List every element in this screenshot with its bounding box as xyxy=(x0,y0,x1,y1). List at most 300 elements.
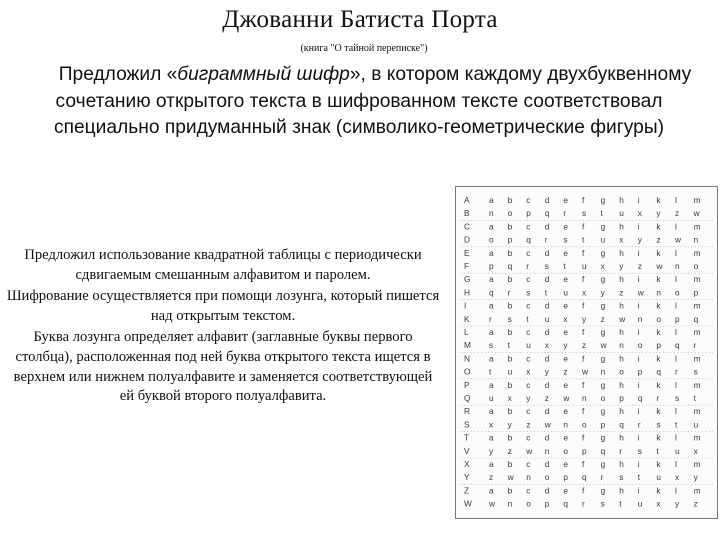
table-cell-letter: t xyxy=(656,445,659,456)
table-cell-letter: x xyxy=(637,208,642,219)
table-cell-letter: w xyxy=(526,445,533,456)
table-cell-letter: x xyxy=(507,393,512,403)
table-cell-letter: b xyxy=(507,459,513,469)
table-cell-letter: h xyxy=(619,406,624,417)
table-cell-letter: l xyxy=(675,432,677,443)
table-cell-letter: i xyxy=(637,406,640,417)
table-cell-letter: u xyxy=(600,234,606,245)
table-cell-letter: s xyxy=(656,419,661,430)
table-cell-letter: w xyxy=(563,393,570,403)
table-cell-letter: r xyxy=(507,287,511,298)
table-cell-letter: n xyxy=(619,340,624,351)
table-cell-letter: r xyxy=(600,472,604,483)
table-cell-letter: u xyxy=(489,393,494,403)
table-cell-letter: q xyxy=(619,419,624,430)
table-cell-letter: d xyxy=(544,379,550,390)
table-cell-letter: w xyxy=(582,366,588,377)
table-cell-letter: e xyxy=(563,459,569,469)
table-cell-letter: u xyxy=(656,472,662,483)
table-cell-letter: c xyxy=(526,300,531,311)
table-cell-letter: b xyxy=(507,353,513,364)
table-cell-letter: o xyxy=(693,261,699,271)
table-cell-letter: k xyxy=(656,432,661,443)
table-cell-letter: r xyxy=(656,393,660,403)
table-cell-letter: f xyxy=(582,485,585,496)
table-cell-letter: m xyxy=(693,195,701,205)
table-cell-letter: d xyxy=(544,300,550,311)
table-cell-letter: z xyxy=(693,498,698,509)
table-cell-letter: h xyxy=(619,432,624,443)
table-cell-letter: f xyxy=(582,195,585,205)
table-cell-letter: n xyxy=(563,419,569,430)
table-cell-letter: w xyxy=(489,498,495,509)
table-cell-letter: l xyxy=(675,300,677,311)
table-cell-letter: k xyxy=(656,353,661,364)
table-cell-letter: q xyxy=(675,340,680,351)
table-cell-letter: x xyxy=(563,313,568,324)
table-cell-letter: b xyxy=(507,300,513,311)
table-cell-letter: f xyxy=(582,274,585,285)
table-cell-letter: k xyxy=(656,459,661,469)
table-cell-letter: x xyxy=(693,445,698,456)
table-cell-letter: f xyxy=(582,459,585,469)
table-cell-letter: f xyxy=(582,379,585,390)
table-cell-letter: w xyxy=(544,419,551,430)
table-cell-letter: s xyxy=(693,366,698,377)
table-cell-letter: a xyxy=(489,247,494,258)
table-cell-letter: n xyxy=(544,445,550,456)
table-cell-letter: q xyxy=(526,234,531,245)
intro-paragraph xyxy=(6,62,712,142)
table-cell-letter: w xyxy=(619,313,626,324)
description-paragraph: Шифрование осуществляется при помощи лозунга, который пишется над открытым текстом. xyxy=(6,288,440,324)
table-cell-letter: q xyxy=(582,472,587,483)
table-key-letter: L xyxy=(464,327,469,337)
table-cell-letter: f xyxy=(582,406,585,417)
table-cell-letter: t xyxy=(489,366,492,377)
table-cell-letter: u xyxy=(544,313,550,324)
table-cell-letter: l xyxy=(675,406,677,417)
table-cell-letter: l xyxy=(675,221,677,232)
table-cell-letter: y xyxy=(637,234,642,245)
intro-text-end: », в котором каждому двухбуквенному сочетанию открытого текста в шифрованном тексте соответствовал специально придуманный знак (символико-геометрические фигуры) xyxy=(54,64,692,138)
table-cell-letter: a xyxy=(489,379,494,390)
table-cell-letter: k xyxy=(656,406,661,417)
table-cell-letter: e xyxy=(563,327,569,337)
table-key-letter: D xyxy=(464,234,470,245)
table-cell-letter: e xyxy=(563,274,569,285)
table-cell-letter: f xyxy=(582,221,585,232)
table-cell-letter: p xyxy=(582,445,587,456)
table-cell-letter: e xyxy=(563,221,569,232)
table-cell-letter: d xyxy=(544,195,550,205)
table-cell-letter: q xyxy=(637,393,643,403)
table-cell-letter: n xyxy=(489,208,494,219)
table-cell-letter: i xyxy=(637,195,640,205)
table-cell-letter: x xyxy=(582,287,587,298)
table-cell-letter: i xyxy=(637,247,640,258)
table-cell-letter: s xyxy=(637,445,642,456)
table-cell-letter: r xyxy=(544,234,548,245)
table-cell-letter: z xyxy=(619,287,624,298)
table-cell-letter: s xyxy=(489,340,494,351)
table-cell-letter: d xyxy=(544,327,550,337)
table-key-letter: X xyxy=(464,459,470,469)
table-cell-letter: g xyxy=(600,274,606,285)
table-key-letter: N xyxy=(464,353,470,364)
table-cell-letter: q xyxy=(693,313,699,324)
table-cell-letter: k xyxy=(656,379,661,390)
table-cell-letter: k xyxy=(656,195,661,205)
table-cell-letter: q xyxy=(563,498,569,509)
table-cell-letter: h xyxy=(619,485,624,496)
table-cell-letter: u xyxy=(507,366,513,377)
table-cell-letter: p xyxy=(544,498,550,509)
table-cell-letter: b xyxy=(507,274,513,285)
table-cell-letter: x xyxy=(656,498,661,509)
table-key-letter: W xyxy=(464,498,472,509)
table-cell-letter: h xyxy=(619,379,624,390)
porta-cipher-table xyxy=(455,186,718,519)
table-cell-letter: t xyxy=(526,313,529,324)
table-cell-letter: k xyxy=(656,247,661,258)
table-cell-letter: i xyxy=(637,485,640,496)
table-cell-letter: r xyxy=(582,498,585,509)
table-cell-letter: s xyxy=(544,261,549,271)
table-cell-letter: e xyxy=(563,353,569,364)
table-cell-letter: c xyxy=(526,432,531,443)
table-cell-letter: g xyxy=(600,406,606,417)
table-cell-letter: c xyxy=(526,485,531,496)
table-cell-letter: a xyxy=(489,459,494,469)
table-cell-letter: b xyxy=(507,327,513,337)
table-cell-letter: p xyxy=(526,208,531,219)
table-cell-letter: n xyxy=(656,287,662,298)
table-key-letter: C xyxy=(464,221,470,232)
table-cell-letter: l xyxy=(675,459,677,469)
table-cell-letter: m xyxy=(693,327,701,337)
table-cell-letter: q xyxy=(600,445,606,456)
table-cell-letter: k xyxy=(656,327,661,337)
table-cell-letter: g xyxy=(600,221,606,232)
table-cell-letter: y xyxy=(656,208,661,219)
table-cell-letter: k xyxy=(656,274,661,285)
table-cell-letter: m xyxy=(693,432,701,443)
table-cell-letter: r xyxy=(489,313,492,324)
table-cell-letter: u xyxy=(526,340,531,351)
table-cell-letter: g xyxy=(600,379,606,390)
table-cell-letter: o xyxy=(656,313,662,324)
table-cell-letter: a xyxy=(489,195,494,205)
table-cell-letter: c xyxy=(526,353,531,364)
table-cell-letter: b xyxy=(507,485,513,496)
table-cell-letter: o xyxy=(600,393,606,403)
table-key-letter: K xyxy=(464,313,470,324)
table-cell-letter: c xyxy=(526,379,531,390)
table-cell-letter: z xyxy=(656,234,661,245)
table-cell-letter: w xyxy=(675,234,681,245)
table-cell-letter: y xyxy=(675,498,680,509)
table-cell-letter: a xyxy=(489,353,494,364)
table-cell-letter: i xyxy=(637,379,640,390)
table-cell-letter: a xyxy=(489,406,494,417)
table-cell-letter: r xyxy=(637,419,641,430)
table-cell-letter: y xyxy=(619,261,624,271)
table-cell-letter: o xyxy=(582,419,587,430)
table-cell-letter: d xyxy=(544,406,550,417)
table-cell-letter: e xyxy=(563,300,569,311)
table-cell-letter: s xyxy=(563,234,568,245)
table-cell-letter: p xyxy=(656,340,662,351)
table-key-letter: B xyxy=(464,208,470,219)
table-cell-letter: e xyxy=(563,406,569,417)
table-cell-letter: z xyxy=(600,313,605,324)
intro-text-start: Предложил « xyxy=(58,64,178,85)
table-cell-letter: u xyxy=(637,498,643,509)
table-cell-letter: p xyxy=(675,313,680,324)
table-cell-letter: n xyxy=(693,234,699,245)
table-key-letter: F xyxy=(464,261,470,271)
table-cell-letter: o xyxy=(526,498,531,509)
table-cell-letter: c xyxy=(526,274,531,285)
table-cell-letter: b xyxy=(507,221,513,232)
table-cell-letter: o xyxy=(544,472,550,483)
table-cell-letter: k xyxy=(656,300,661,311)
table-key-letter: A xyxy=(464,195,470,205)
slide-subtitle: (книга "О тайной переписке") xyxy=(300,43,428,54)
table-cell-letter: x xyxy=(675,472,680,483)
table-cell-letter: o xyxy=(619,366,624,377)
table-cell-letter: z xyxy=(507,445,512,456)
table-cell-letter: k xyxy=(656,485,661,496)
table-cell-letter: d xyxy=(544,353,550,364)
table-cell-letter: i xyxy=(637,459,640,469)
table-cell-letter: t xyxy=(582,234,585,245)
table-cell-letter: r xyxy=(693,340,697,351)
table-cell-letter: p xyxy=(693,287,699,298)
table-cell-letter: l xyxy=(675,327,677,337)
table-cell-letter: s xyxy=(582,208,587,219)
table-key-letter: H xyxy=(464,287,470,298)
table-cell-letter: g xyxy=(600,353,606,364)
table-cell-letter: x xyxy=(526,366,531,377)
table-cell-letter: c xyxy=(526,406,531,417)
table-cell-letter: o xyxy=(637,340,643,351)
table-cell-letter: b xyxy=(507,379,513,390)
description-paragraph: Предложил использование квадратной таблицы с периодически сдвигаемым смешанным алфавитом и паролем. xyxy=(24,247,422,283)
table-cell-letter: g xyxy=(600,432,606,443)
table-cell-letter: o xyxy=(489,234,494,245)
table-cell-letter: d xyxy=(544,221,550,232)
table-cell-letter: n xyxy=(507,498,513,509)
table-cell-letter: m xyxy=(693,247,701,258)
description-paragraph: Буква лозунга определяет алфавит (заглавные буквы первого столбца), расположенная под ней буква открытого текста ищется в верхнем или нижнем полуалфавите и заменяется соответствующей ей буквой второго полуалфавита. xyxy=(13,329,433,405)
table-cell-letter: t xyxy=(507,340,510,351)
table-cell-letter: w xyxy=(600,340,607,351)
table-key-letter: M xyxy=(464,340,471,351)
table-cell-letter: f xyxy=(582,247,585,258)
table-cell-letter: i xyxy=(637,327,640,337)
table-cell-letter: z xyxy=(675,208,680,219)
table-key-letter: G xyxy=(464,274,471,285)
table-cell-letter: y xyxy=(526,393,531,403)
table-cell-letter: m xyxy=(693,274,701,285)
table-cell-letter: a xyxy=(489,221,494,232)
table-cell-letter: h xyxy=(619,353,624,364)
table-cell-letter: a xyxy=(489,300,494,311)
intro-term-italic: биграммный шифр xyxy=(177,64,350,85)
table-cell-letter: g xyxy=(600,327,606,337)
table-cell-letter: y xyxy=(693,472,698,483)
table-cell-letter: w xyxy=(656,261,663,271)
table-cell-letter: y xyxy=(507,419,512,430)
table-cell-letter: y xyxy=(489,445,494,456)
table-cell-letter: y xyxy=(544,366,549,377)
table-cell-letter: i xyxy=(637,353,640,364)
table-cell-letter: z xyxy=(526,419,531,430)
table-key-letter: S xyxy=(464,419,470,430)
table-cell-letter: r xyxy=(526,261,529,271)
table-key-letter: R xyxy=(464,406,470,417)
table-cell-letter: q xyxy=(656,366,662,377)
table-cell-letter: t xyxy=(637,472,641,483)
table-cell-letter: a xyxy=(489,274,494,285)
table-key-letter: I xyxy=(464,300,467,311)
table-cell-letter: o xyxy=(563,445,569,456)
table-cell-letter: a xyxy=(489,432,494,443)
table-cell-letter: z xyxy=(637,261,642,271)
table-cell-letter: d xyxy=(544,432,550,443)
table-key-letter: Q xyxy=(464,393,471,403)
table-cell-letter: y xyxy=(600,287,605,298)
description-text xyxy=(6,246,440,409)
table-cell-letter: a xyxy=(489,485,494,496)
table-key-letter: V xyxy=(464,445,470,456)
table-cell-letter: e xyxy=(563,247,569,258)
table-cell-letter: h xyxy=(619,195,624,205)
table-cell-letter: g xyxy=(600,459,606,469)
table-cell-letter: c xyxy=(526,247,531,258)
table-cell-letter: c xyxy=(526,327,531,337)
table-cell-letter: m xyxy=(693,485,701,496)
table-cell-letter: n xyxy=(675,261,680,271)
table-cell-letter: q xyxy=(507,261,513,271)
table-cell-letter: p xyxy=(637,366,643,377)
table-cell-letter: t xyxy=(563,261,566,271)
table-cell-letter: g xyxy=(600,485,606,496)
table-key-letter: T xyxy=(464,432,470,443)
table-cell-letter: d xyxy=(544,247,550,258)
table-cell-letter: c xyxy=(526,221,531,232)
table-cell-letter: h xyxy=(619,300,624,311)
table-cell-letter: s xyxy=(675,393,680,403)
table-cell-letter: r xyxy=(563,208,567,219)
table-cell-letter: u xyxy=(693,419,699,430)
table-cell-letter: b xyxy=(507,406,513,417)
table-cell-letter: c xyxy=(526,195,531,205)
table-cell-letter: s xyxy=(619,472,624,483)
table-cell-letter: q xyxy=(489,287,494,298)
table-cell-letter: u xyxy=(582,261,587,271)
table-cell-letter: p xyxy=(619,393,624,403)
table-cell-letter: r xyxy=(619,445,622,456)
table-cell-letter: m xyxy=(693,459,701,469)
table-cell-letter: w xyxy=(637,287,644,298)
table-cell-letter: m xyxy=(693,379,701,390)
table-cell-letter: s xyxy=(600,498,605,509)
table-cell-letter: h xyxy=(619,274,624,285)
table-cell-letter: s xyxy=(507,313,512,324)
table-cell-letter: m xyxy=(693,300,701,311)
table-cell-letter: m xyxy=(693,406,701,417)
table-cell-letter: i xyxy=(637,274,640,285)
table-cell-letter: z xyxy=(563,366,568,377)
table-key-letter: Z xyxy=(464,485,470,496)
table-cell-letter: l xyxy=(675,485,677,496)
table-cell-letter: d xyxy=(544,485,550,496)
table-cell-letter: f xyxy=(582,327,585,337)
table-cell-letter: d xyxy=(544,274,550,285)
table-cell-letter: t xyxy=(675,419,678,430)
table-cell-letter: e xyxy=(563,379,569,390)
table-cell-letter: x xyxy=(544,340,549,351)
table-cell-letter: l xyxy=(675,353,677,364)
table-cell-letter: h xyxy=(619,247,624,258)
table-cell-letter: c xyxy=(526,459,531,469)
table-cell-letter: m xyxy=(693,353,701,364)
table-cell-letter: z xyxy=(489,472,494,483)
table-key-letter: Y xyxy=(464,472,470,483)
table-cell-letter: i xyxy=(637,221,640,232)
table-cell-letter: u xyxy=(619,208,624,219)
table-cell-letter: x xyxy=(600,261,605,271)
table-cell-letter: g xyxy=(600,195,606,205)
table-cell-letter: y xyxy=(563,340,568,351)
table-cell-letter: k xyxy=(656,221,661,232)
table-cell-letter: t xyxy=(600,208,603,219)
table-cell-letter: l xyxy=(675,195,677,205)
table-cell-letter: h xyxy=(619,327,624,337)
table-cell-letter: b xyxy=(507,195,513,205)
table-cell-letter: q xyxy=(544,208,550,219)
table-cell-letter: x xyxy=(489,419,494,430)
slide-title: Джованни Батиста Порта xyxy=(222,6,498,33)
table-cell-letter: i xyxy=(637,432,640,443)
table-cell-letter: y xyxy=(582,313,587,324)
table-cell-letter: w xyxy=(507,472,514,483)
table-cell-letter: h xyxy=(619,221,624,232)
table-cell-letter: z xyxy=(544,393,549,403)
table-key-letter: P xyxy=(464,379,470,390)
table-cell-letter: m xyxy=(693,221,701,232)
table-cell-letter: s xyxy=(526,287,531,298)
table-cell-letter: f xyxy=(582,432,585,443)
table-cell-letter: o xyxy=(675,287,680,298)
table-cell-letter: w xyxy=(693,208,700,219)
table-cell-letter: r xyxy=(675,366,678,377)
table-cell-letter: l xyxy=(675,247,677,258)
table-cell-letter: t xyxy=(619,498,622,509)
table-cell-letter: o xyxy=(507,208,513,219)
table-cell-letter: e xyxy=(563,432,569,443)
table-cell-letter: n xyxy=(637,313,643,324)
table-cell-letter: u xyxy=(563,287,569,298)
table-cell-letter: p xyxy=(489,261,494,271)
table-cell-letter: z xyxy=(582,340,587,351)
table-cell-letter: b xyxy=(507,432,513,443)
table-cell-letter: f xyxy=(582,300,585,311)
table-cell-letter: l xyxy=(675,379,677,390)
